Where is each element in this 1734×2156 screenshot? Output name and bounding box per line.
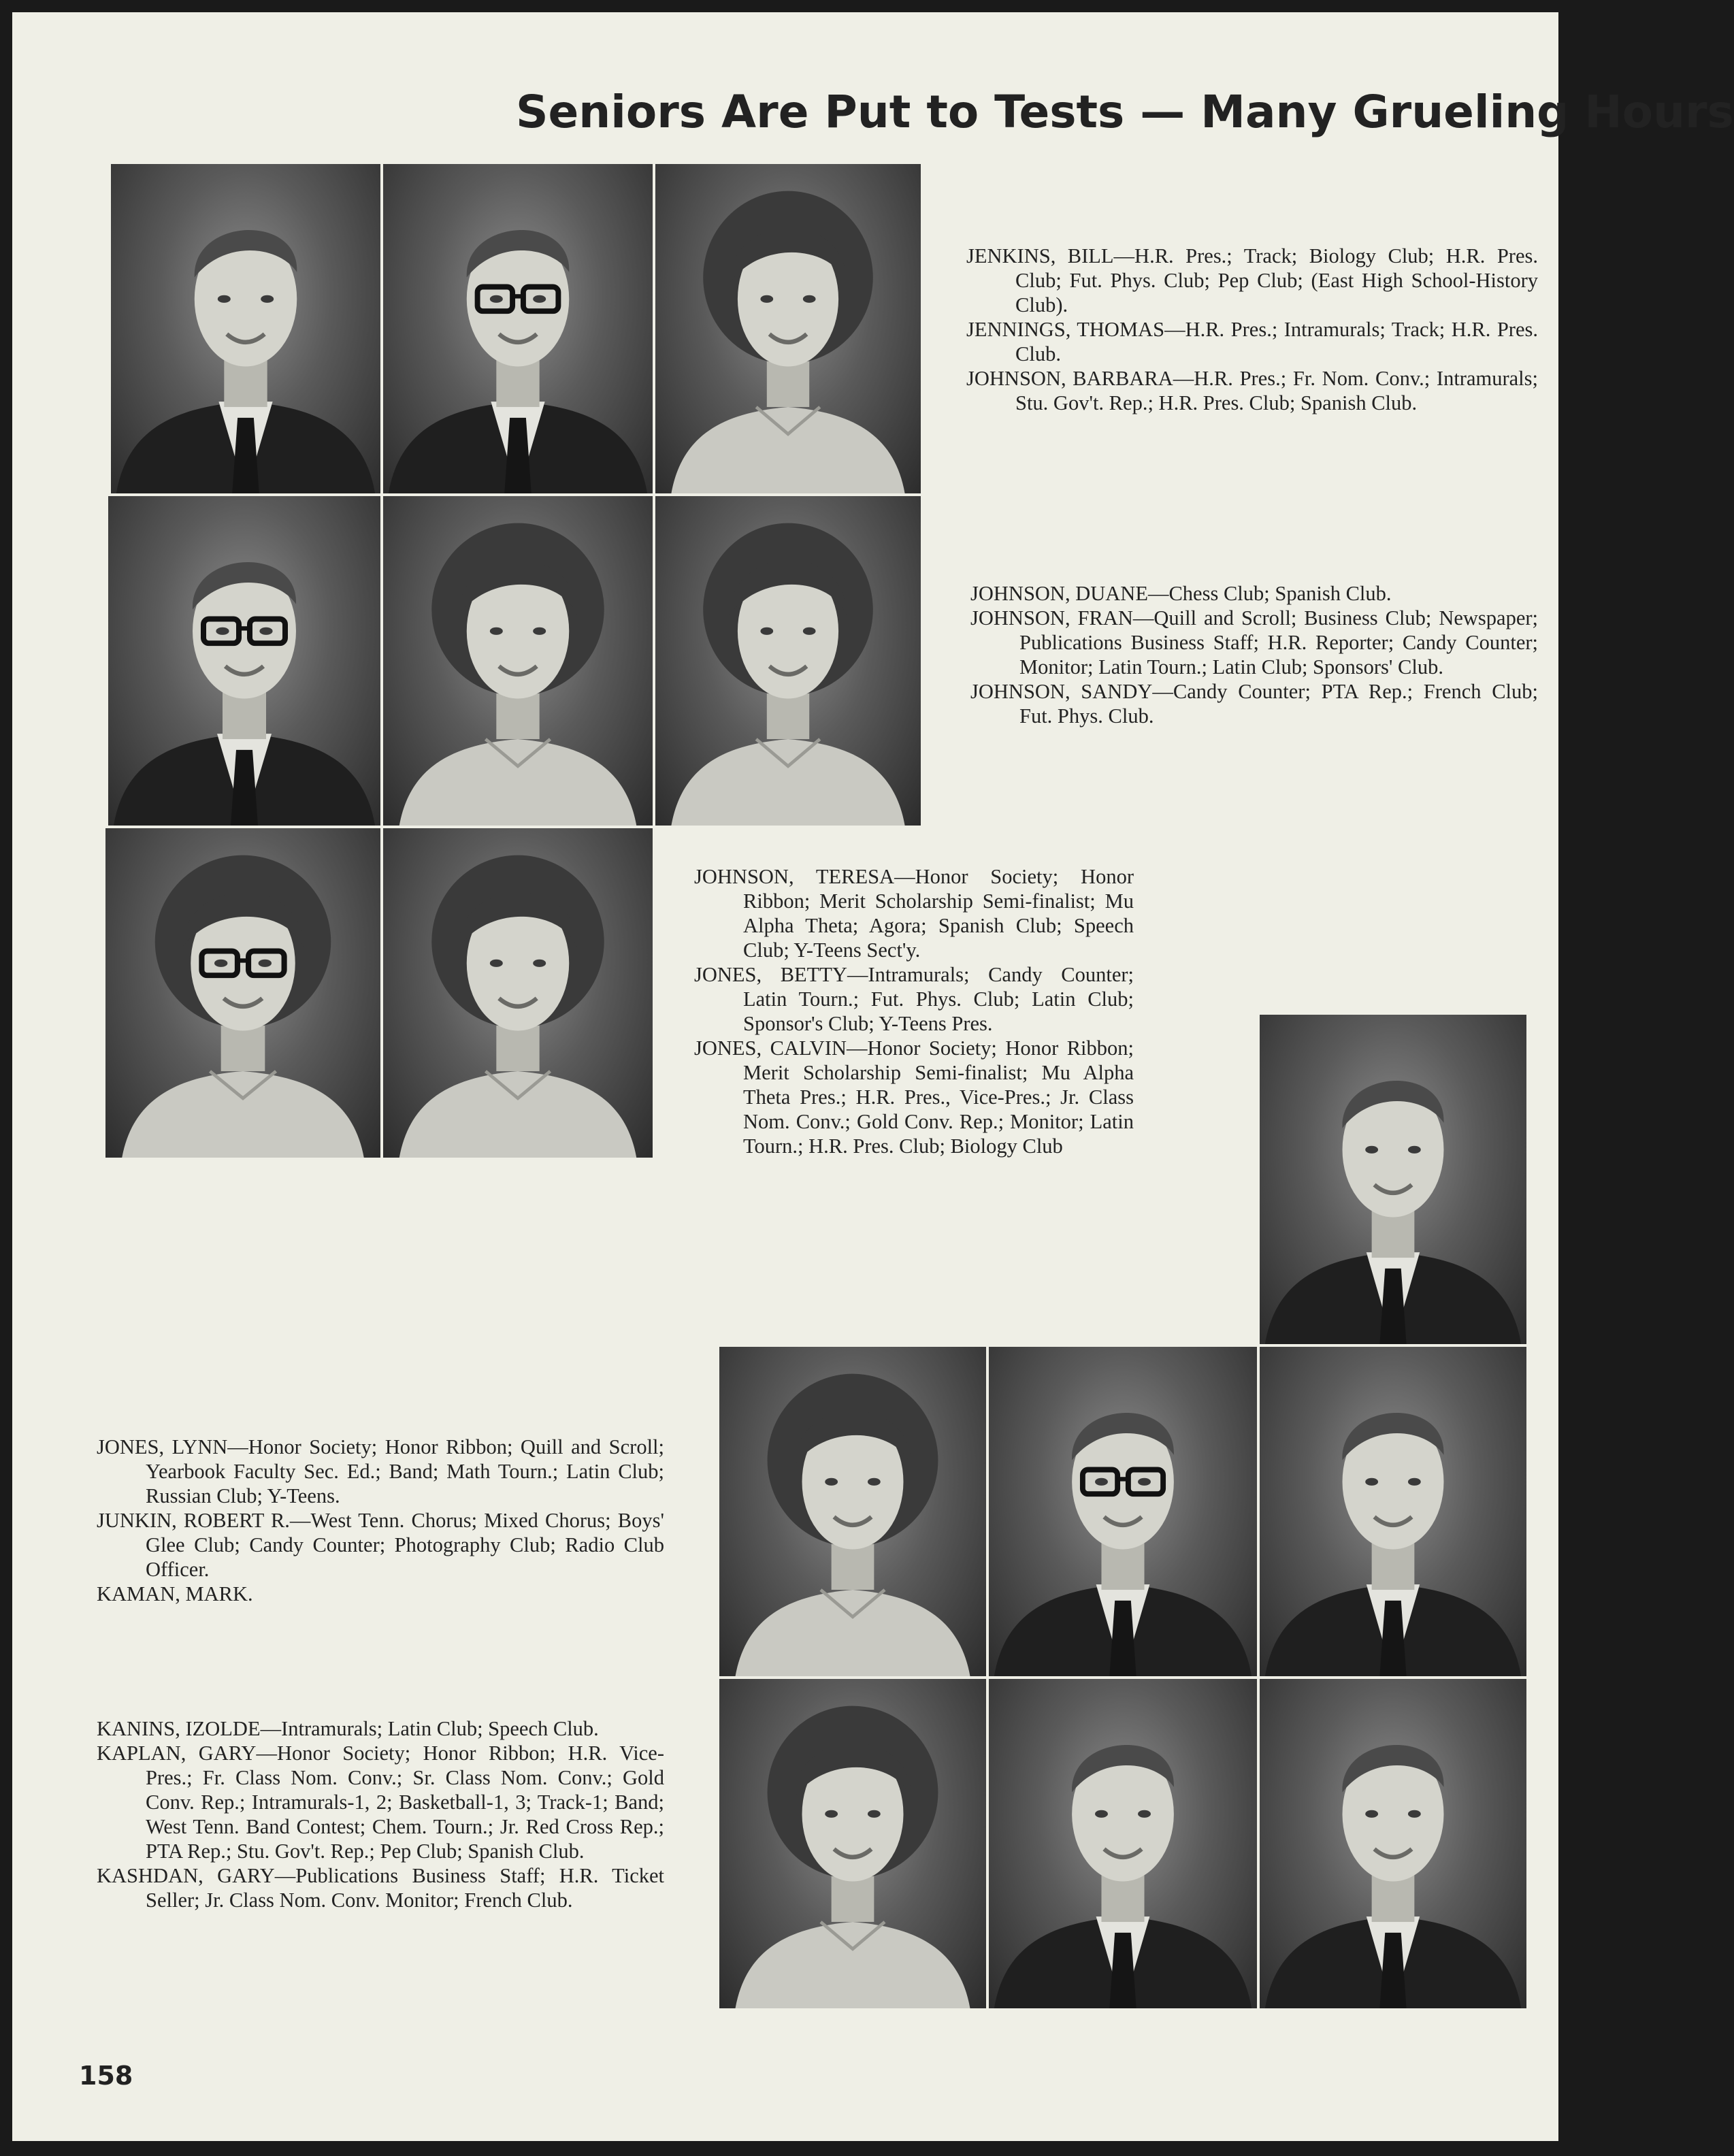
portrait-silhouette (383, 496, 653, 826)
page-title: Seniors Are Put to Tests — Many Grueling Hours (516, 86, 1734, 138)
portrait-photo (1258, 1677, 1528, 2010)
portrait-silhouette (655, 164, 921, 493)
portrait-silhouette (108, 496, 380, 826)
senior-entry: KANINS, IZOLDE—Intramurals; Latin Club; Speech Club. (97, 1717, 599, 1740)
portrait-silhouette (1260, 1347, 1526, 1676)
senior-listing-group-5 (97, 1716, 664, 1912)
portrait-silhouette (383, 164, 653, 493)
yearbook-page (12, 12, 1734, 2141)
portrait-photo (106, 494, 382, 828)
portrait-photo (103, 826, 382, 1160)
portrait-photo (109, 162, 382, 495)
senior-entry: JOHNSON, TERESA—Honor Society; Honor Ribbon; Merit Scholarship Semi-finalist; Mu Alpha Theta; Agora; Spanish Club; Speech Club; Y-Teens Sect'y. (694, 865, 1134, 962)
page-number: 158 (79, 2061, 133, 2091)
portrait-photo (717, 1345, 988, 1678)
portrait-photo (1258, 1345, 1528, 1678)
portrait-silhouette (655, 496, 921, 826)
senior-entry: JENNINGS, THOMAS—H.R. Pres.; Intramurals; Track; H.R. Pres. Club. (966, 318, 1538, 365)
portrait-silhouette (1260, 1015, 1526, 1344)
portrait-photo (381, 494, 655, 828)
senior-entry: JOHNSON, BARBARA—H.R. Pres.; Fr. Nom. Conv.; Intramurals; Stu. Gov't. Rep.; H.R. Pres. Club; Spanish Club. (966, 367, 1538, 414)
portrait-photo (381, 162, 655, 495)
portrait-silhouette (719, 1679, 986, 2008)
senior-entry: JONES, CALVIN—Honor Society; Honor Ribbon; Merit Scholarship Semi-finalist; Mu Alpha Theta Pres.; H.R. Pres., Vice-Pres.; Jr. Class Nom. Conv.; Gold Conv. Rep.; Monitor; Latin Tourn.; H.R. Pres. Club; Biology Club (694, 1036, 1134, 1158)
senior-entry: JONES, LYNN—Honor Society; Honor Ribbon; Quill and Scroll; Yearbook Faculty Sec. Ed.; Band; Math Tourn.; Latin Club; Russian Club; Y-Teens. (97, 1435, 664, 1507)
portrait-photo (381, 826, 655, 1160)
portrait-photo (987, 1345, 1259, 1678)
portrait-photo (987, 1677, 1259, 2010)
senior-listing-group-4 (97, 1435, 664, 1606)
senior-entry: KASHDAN, GARY—Publications Business Staff; H.R. Ticket Seller; Jr. Class Nom. Conv. Monitor; French Club. (97, 1864, 664, 1912)
portrait-silhouette (1260, 1679, 1526, 2008)
senior-entry: JONES, BETTY—Intramurals; Candy Counter; Latin Tourn.; Fut. Phys. Club; Latin Club; Sponsor's Club; Y-Teens Pres. (694, 963, 1134, 1035)
senior-entry: KAMAN, MARK. (97, 1582, 253, 1605)
senior-listing-group-3 (694, 864, 1134, 1158)
portrait-photo (1258, 1013, 1528, 1346)
senior-listing-group-2 (970, 581, 1538, 728)
portrait-photo (653, 494, 923, 828)
senior-listing-group-1 (966, 244, 1538, 415)
senior-entry: JUNKIN, ROBERT R.—West Tenn. Chorus; Mixed Chorus; Boys' Glee Club; Candy Counter; Photography Club; Radio Club Officer. (97, 1509, 664, 1581)
portrait-silhouette (989, 1679, 1257, 2008)
senior-entry: KAPLAN, GARY—Honor Society; Honor Ribbon; H.R. Vice-Pres.; Fr. Class Nom. Conv.; Sr. Class Nom. Conv.; Gold Conv. Rep.; Intramurals-1, 2; Basketball-1, 3; Track-1; Band; West Tenn. Band Contest; Chem. Tourn.; Jr. Red Cross Rep.; PTA Rep.; Stu. Gov't. Rep.; Pep Club; Spanish Club. (97, 1742, 664, 1863)
senior-entry: JOHNSON, SANDY—Candy Counter; PTA Rep.; French Club; Fut. Phys. Club. (970, 680, 1538, 728)
senior-entry: JOHNSON, DUANE—Chess Club; Spanish Club. (970, 582, 1392, 605)
portrait-silhouette (105, 828, 380, 1158)
portrait-silhouette (383, 828, 653, 1158)
portrait-silhouette (989, 1347, 1257, 1676)
senior-entry: JOHNSON, FRAN—Quill and Scroll; Business Club; Newspaper; Publications Business Staff; H.R. Reporter; Candy Counter; Monitor; Latin Tourn.; Latin Club; Sponsors' Club. (970, 606, 1538, 679)
portrait-photo (717, 1677, 988, 2010)
portrait-silhouette (111, 164, 380, 493)
senior-entry: JENKINS, BILL—H.R. Pres.; Track; Biology Club; H.R. Pres. Club; Fut. Phys. Club; Pep Club; (East High School-History Club). (966, 244, 1538, 316)
portrait-photo (653, 162, 923, 495)
portrait-silhouette (719, 1347, 986, 1676)
